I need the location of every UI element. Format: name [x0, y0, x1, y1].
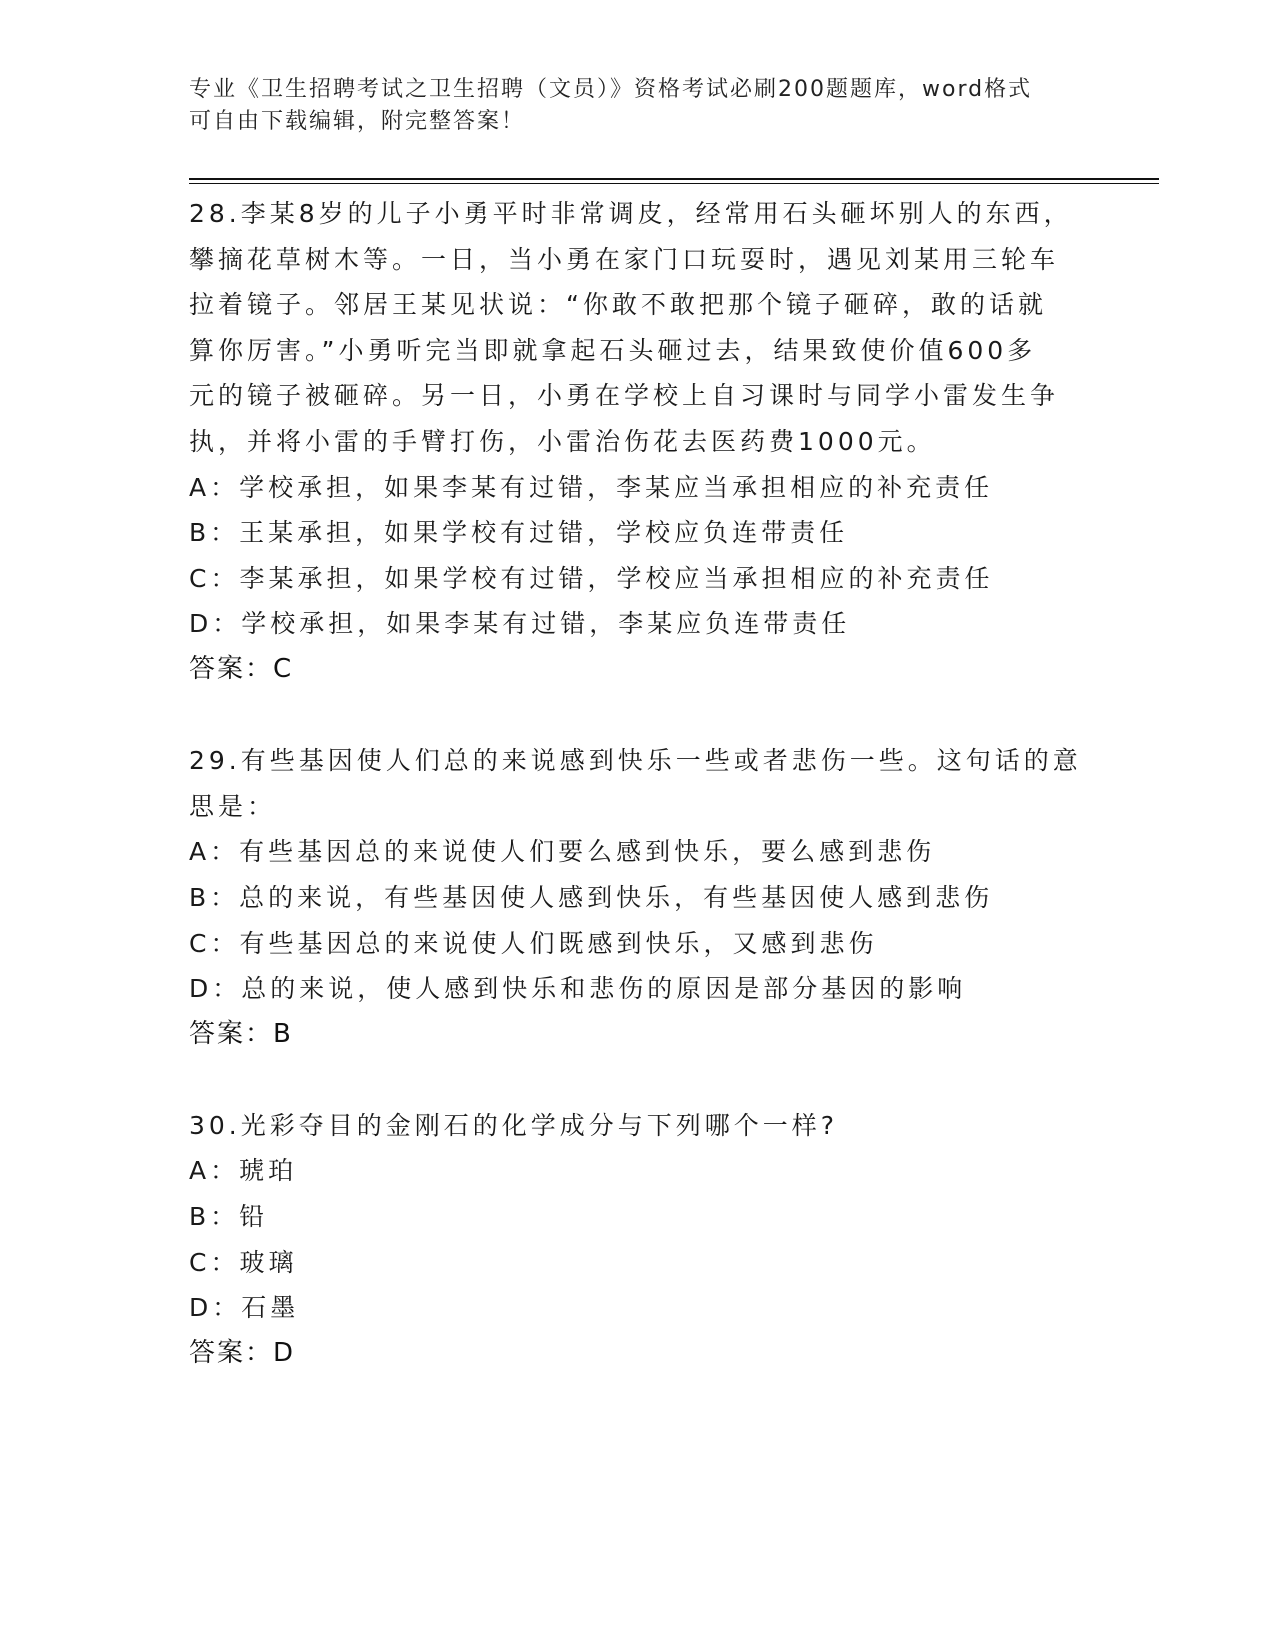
question-30 [189, 1103, 1089, 1377]
question-30-option-c: C：玻璃 [189, 1247, 298, 1277]
question-28-text-line-5: 元的镜子被砸碎。另一日，小勇在学校上自习课时与同学小雷发生争 [189, 381, 1060, 411]
header-rule-thick [189, 178, 1159, 180]
question-29-option-b: B：总的来说，有些基因使人感到快乐，有些基因使人感到悲伤 [189, 882, 994, 912]
question-30-option-b: B：铅 [189, 1202, 269, 1232]
header-line-1: 专业《卫生招聘考试之卫生招聘（文员）》资格考试必刷200题题库，word格式 [189, 77, 1033, 102]
question-28-option-d: D：学校承担，如果李某有过错，李某应负连带责任 [189, 609, 851, 639]
question-30-answer: 答案：D [189, 1337, 296, 1368]
question-28-text-line-4: 算你厉害。”小勇听完当即就拿起石头砸过去，结果致使价值600多 [189, 335, 1037, 365]
question-29-text-line-1: 29.有些基因使人们总的来说感到快乐一些或者悲伤一些。这句话的意 [189, 746, 1082, 776]
question-30-option-a: A：琥珀 [189, 1156, 298, 1186]
question-spacer [189, 1057, 1089, 1103]
question-29-option-c: C：有些基因总的来说使人们既感到快乐，又感到悲伤 [189, 928, 878, 958]
question-28-option-b: B：王某承担，如果学校有过错，学校应负连带责任 [189, 518, 849, 548]
question-29-option-d: D：总的来说，使人感到快乐和悲伤的原因是部分基因的影响 [189, 974, 967, 1004]
question-28-option-a: A：学校承担，如果李某有过错，李某应当承担相应的补充责任 [189, 472, 994, 502]
question-30-text-line-1: 30.光彩夺目的金刚石的化学成分与下列哪个一样? [189, 1110, 839, 1140]
question-28-option-c: C：李某承担，如果学校有过错，学校应当承担相应的补充责任 [189, 563, 994, 593]
question-28 [189, 191, 1089, 693]
header-line-2: 可自由下载编辑，附完整答案！ [189, 109, 526, 134]
document-header [189, 74, 1069, 138]
question-28-text-line-6: 执，并将小雷的手臂打伤，小雷治伤花去医药费1000元。 [189, 426, 936, 456]
question-spacer [189, 693, 1089, 739]
question-28-answer: 答案：C [189, 653, 294, 684]
question-29 [189, 738, 1089, 1057]
question-28-text-line-1: 28.李某8岁的儿子小勇平时非常调皮，经常用石头砸坏别人的东西， [189, 199, 1073, 228]
question-29-answer: 答案：B [189, 1018, 293, 1049]
question-30-option-d: D：石墨 [189, 1293, 300, 1323]
question-28-text-line-2: 攀摘花草树木等。一日，当小勇在家门口玩耍时，遇见刘某用三轮车 [189, 244, 1060, 274]
question-29-option-a: A：有些基因总的来说使人们要么感到快乐，要么感到悲伤 [189, 837, 936, 867]
question-28-text-line-3: 拉着镜子。邻居王某见状说：“你敢不敢把那个镜子砸碎，敢的话就 [189, 290, 1047, 320]
question-list [189, 191, 1089, 1376]
header-rule-thin [189, 183, 1159, 184]
question-29-text-line-2: 思是： [189, 791, 277, 821]
